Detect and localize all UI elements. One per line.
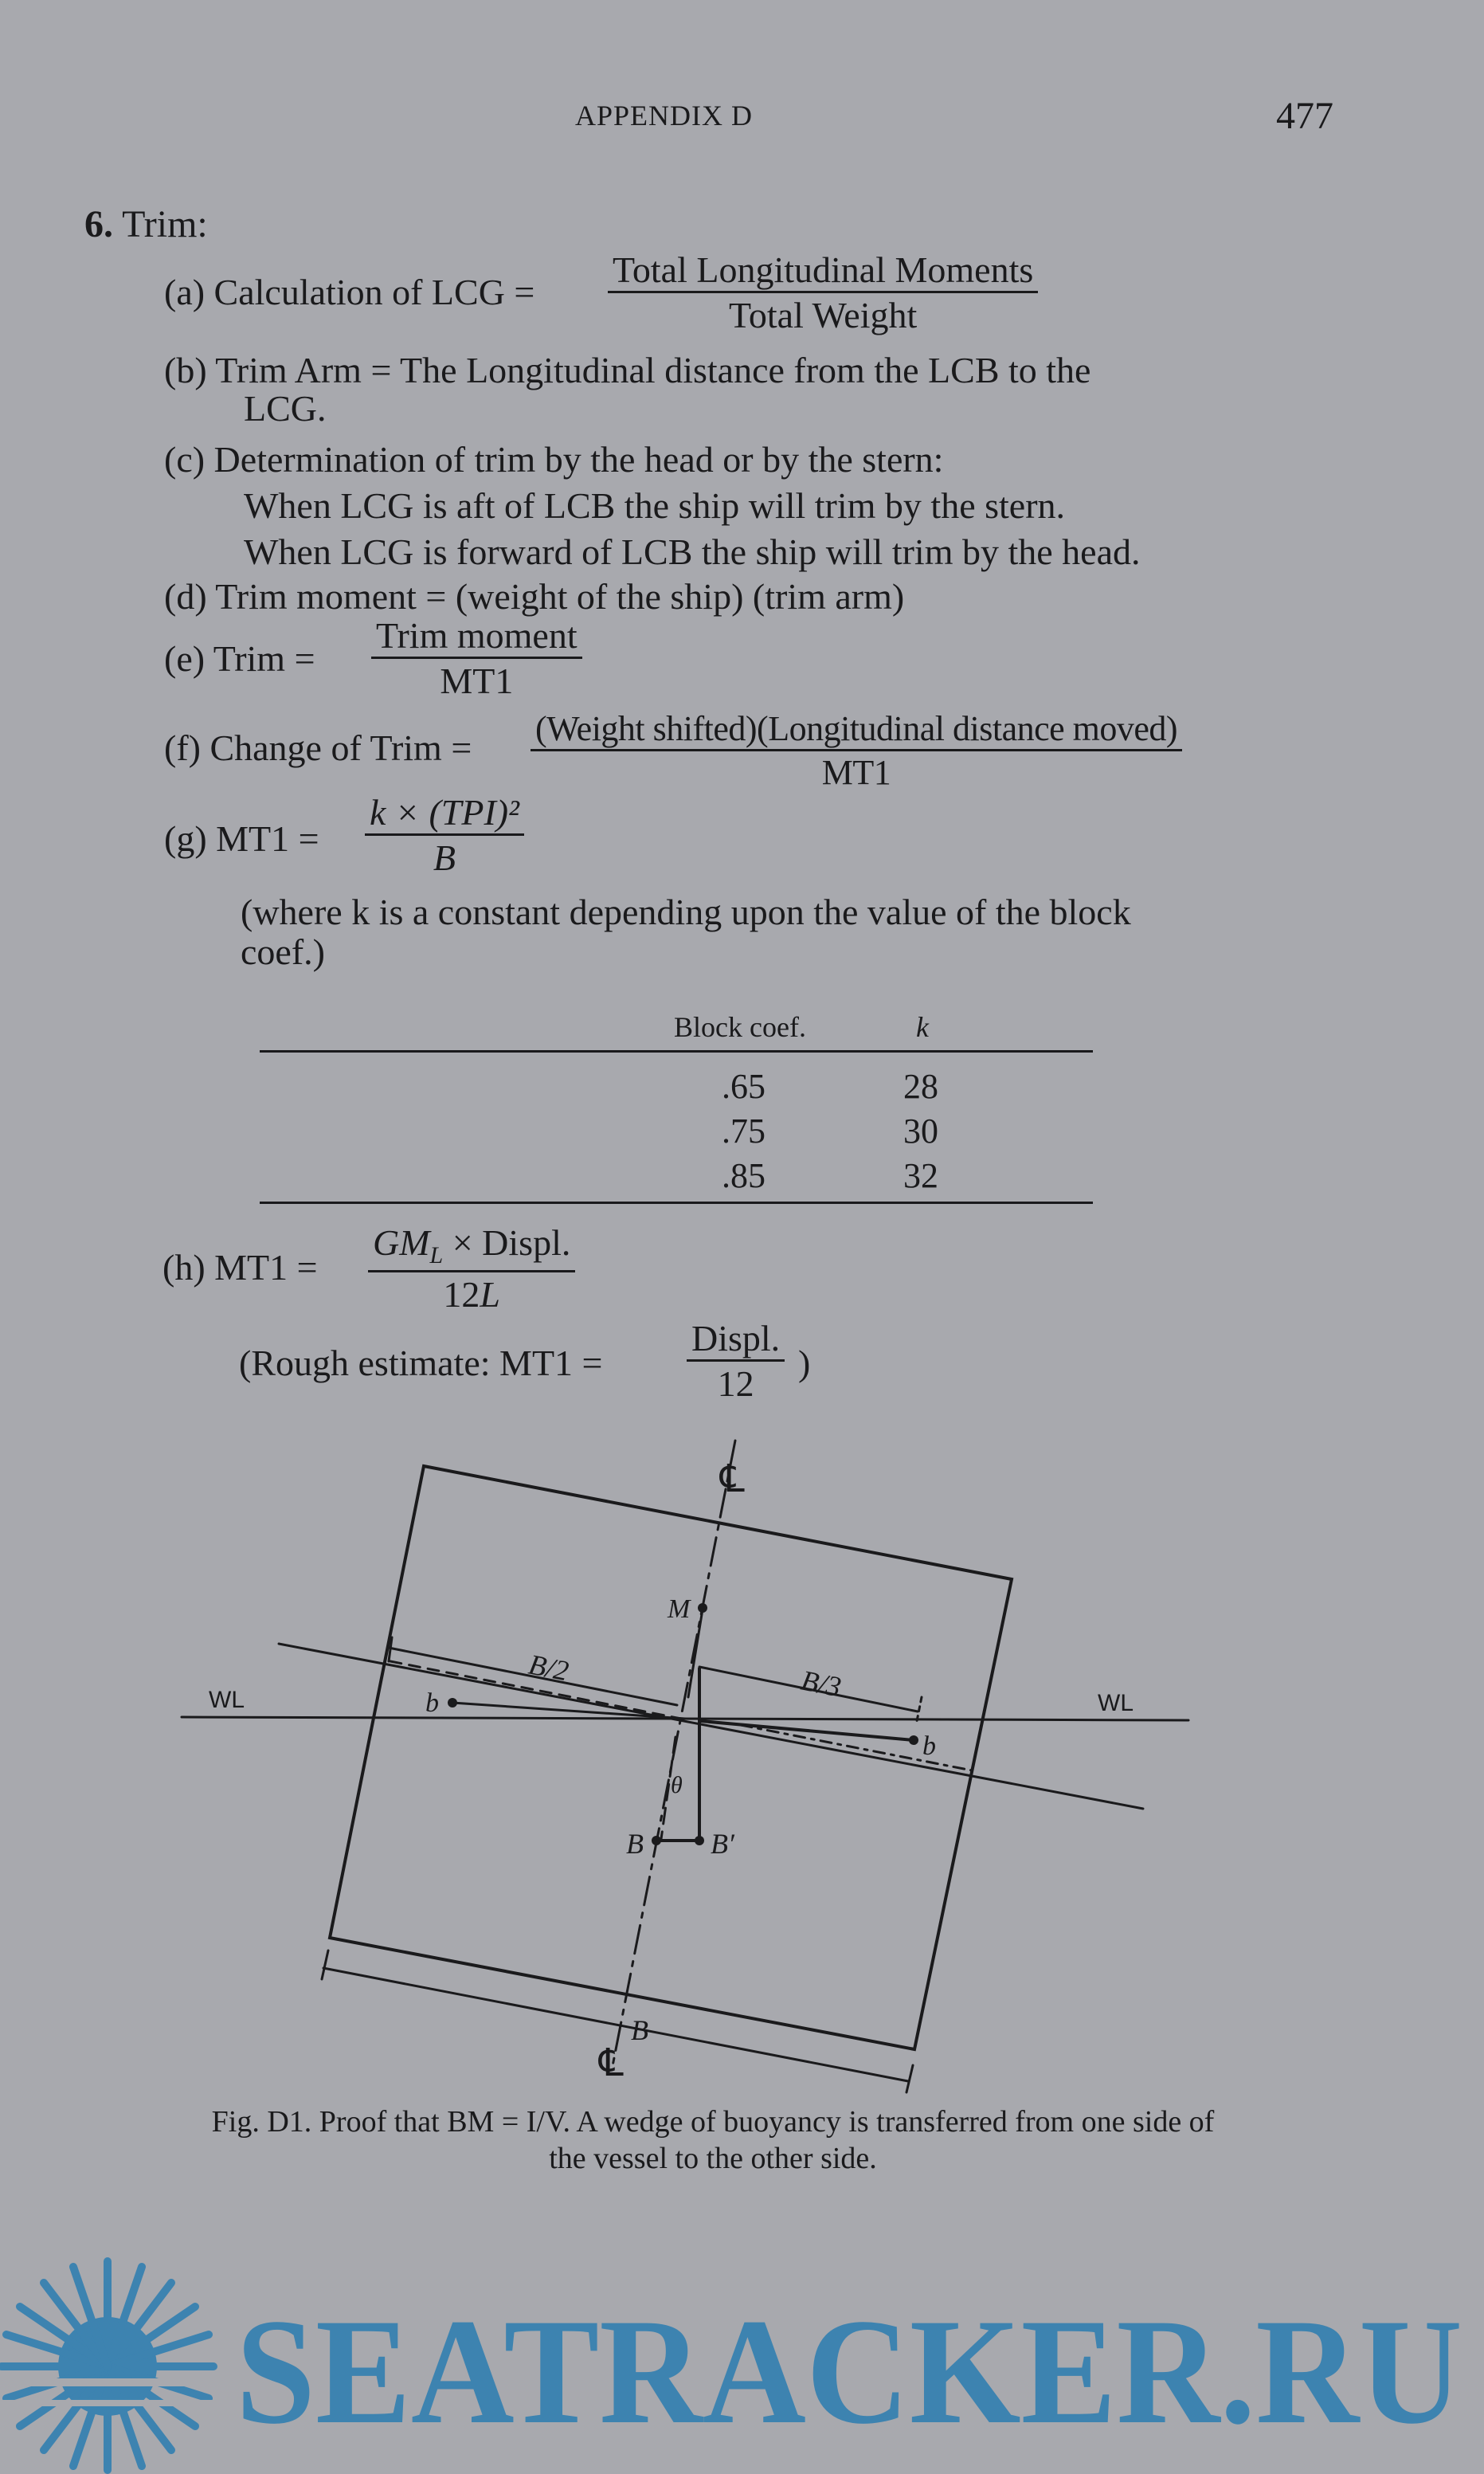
section-heading [84, 202, 208, 246]
rough-estimate-suffix: ) [798, 1343, 811, 1383]
item-c-line2: When LCG is aft of LCB the ship will trim by the stern. [244, 485, 1066, 526]
item-b-line2: LCG. [244, 388, 327, 429]
page-number: 477 [1276, 95, 1333, 137]
table-cell: .75 [722, 1112, 765, 1151]
item-f-numerator: (Weight shifted)(Longitudinal distance moved) [531, 711, 1182, 751]
item-g-denominator: B [433, 837, 456, 879]
figure-caption-line2: the vessel to the other side. [549, 2142, 877, 2175]
waterline-label-right: WL [1098, 1690, 1134, 1716]
table-bottom-rule [260, 1202, 1093, 1204]
rough-estimate-prefix: (Rough estimate: MT1 = [239, 1343, 603, 1383]
item-e-fraction [371, 617, 582, 701]
wedge-centroid-right [909, 1735, 918, 1745]
item-c-line1: (c) Determination of trim by the head or by the stern: [164, 439, 944, 480]
b-third-label: B/3 [798, 1664, 844, 1704]
buoyancy-center-point [652, 1836, 661, 1845]
rough-estimate-fraction [687, 1319, 785, 1404]
wedge-label-right: b [922, 1731, 936, 1761]
dimension-end-right [906, 2065, 913, 2092]
figure-caption-line1: Fig. D1. Proof that BM = I/V. A wedge of buoyancy is transferred from one side of [211, 2105, 1215, 2139]
table-header-k: k [916, 1011, 929, 1043]
section-number: 6. [84, 203, 113, 245]
item-a-denominator: Total Weight [729, 295, 918, 336]
item-g-note-line1: (where k is a constant depending upon the value of the block [241, 892, 1131, 932]
transfer-line-left [452, 1703, 685, 1719]
wedge-centroid-left [448, 1698, 457, 1707]
item-a-label: (a) Calculation of LCG = [164, 272, 535, 312]
table-cell: 28 [903, 1067, 938, 1106]
centerline [612, 1441, 735, 2070]
wedge-dashed-right [741, 1725, 972, 1770]
item-g-note-line2: coef.) [241, 931, 325, 972]
item-d-text: (d) Trim moment = (weight of the ship) (trim arm) [164, 576, 905, 617]
table-header-block-coef: Block coef. [674, 1011, 806, 1043]
waterline-label-left: WL [209, 1687, 245, 1713]
theta-label: θ [671, 1772, 683, 1798]
watermark [0, 2255, 1484, 2474]
item-a-numerator: Total Longitudinal Moments [608, 251, 1038, 293]
sun-logo-icon [0, 2261, 215, 2470]
running-header: APPENDIX D [575, 100, 754, 131]
rough-estimate-numerator: Displ. [687, 1319, 785, 1362]
wedge-label-left: b [425, 1688, 439, 1718]
item-e-numerator: Trim moment [371, 617, 582, 659]
item-c-line3: When LCG is forward of LCB the ship will trim by the head. [244, 531, 1141, 572]
table-cell: 32 [903, 1156, 938, 1195]
metacenter-point [698, 1603, 707, 1613]
rough-estimate-denominator: 12 [717, 1363, 754, 1405]
item-h-fraction [368, 1224, 575, 1314]
table-cell: .85 [722, 1156, 765, 1195]
item-h-numerator: $GM_L$ × Displ. [368, 1224, 575, 1272]
metacenter-label: M [668, 1594, 691, 1624]
dimension-end-left [322, 1951, 328, 1979]
section-title: Trim: [122, 203, 208, 245]
item-h-denominator: 12L [443, 1273, 500, 1315]
item-h-label: (h) MT1 = [162, 1247, 318, 1288]
item-b-line1: (b) Trim Arm = The Longitudinal distance from the LCB to the [164, 350, 1091, 390]
item-g-fraction [365, 794, 524, 878]
item-f-label: (f) Change of Trim = [164, 727, 472, 768]
buoyancy-center-label: B [626, 1828, 644, 1860]
centerline-label-top: ℄ [720, 1458, 745, 1500]
buoyancy-center-shifted-point [695, 1836, 704, 1845]
item-f-denominator: MT1 [821, 753, 891, 793]
table-cell: 30 [903, 1112, 938, 1151]
item-e-label: (e) Trim = [164, 638, 315, 679]
buoyancy-shifted-label: B′ [711, 1828, 734, 1860]
watermark-text: SEATRACKER.RU [236, 2288, 1462, 2456]
b-half-label: B/2 [526, 1648, 572, 1688]
item-e-denominator: MT1 [440, 661, 514, 702]
item-g-numerator: k × (TPI)² [365, 794, 524, 836]
table-cell: .65 [722, 1067, 765, 1106]
centerline-label-bottom: ℄ [599, 2042, 624, 2084]
item-f-fraction [531, 711, 1182, 791]
item-g-label: (g) MT1 = [164, 818, 319, 859]
beam-dimension-label: B [631, 2014, 648, 2046]
figure-d1 [0, 1418, 1484, 2096]
item-a-fraction [608, 251, 1038, 335]
table-top-rule [260, 1050, 1093, 1053]
